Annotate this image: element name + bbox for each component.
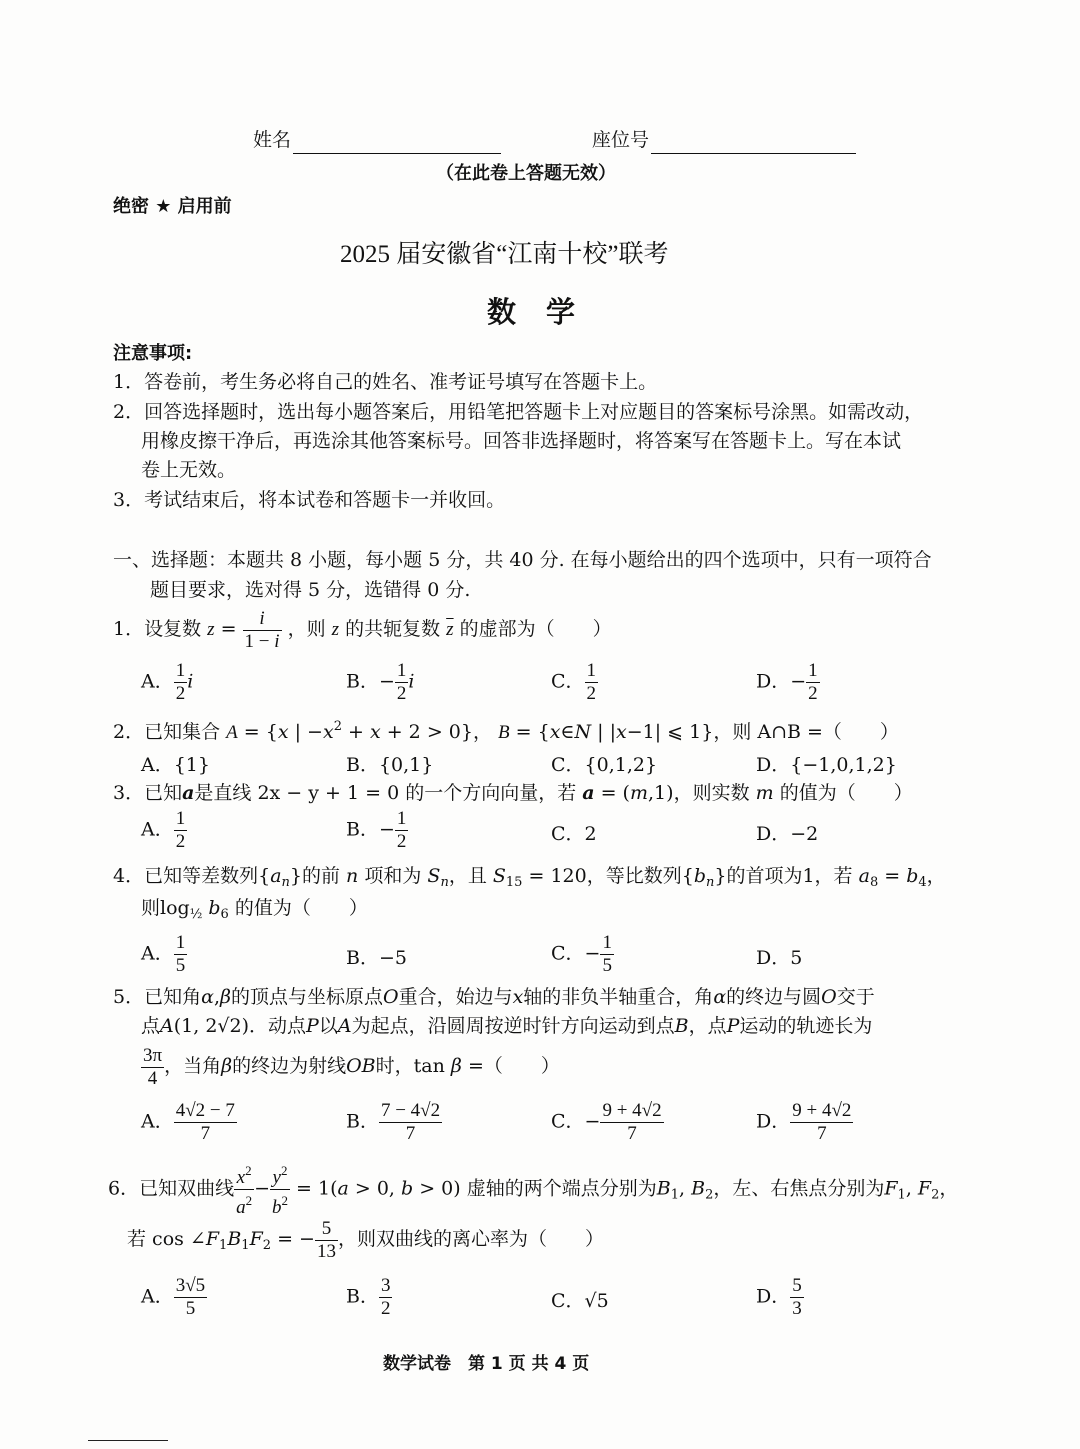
q4-option-b[interactable]: B．−5 [346,947,407,969]
notice-item-1: 1．答卷前，考生务必将自己的姓名、准考证号填写在答题卡上。 [113,371,658,393]
q5-option-b[interactable]: B． $\frac{7 - 4√2}{7}$ [346,1100,441,1144]
question-5-line2: 点A(1, 2√2)．动点P以A为起点，沿圆周按逆时针方向运动到点B，点P运动的轨迹长为 [141,1015,873,1037]
q6-option-d[interactable]: D． $\frac{5}{3}$ [756,1275,802,1319]
name-blank[interactable] [293,133,501,154]
q1-option-b[interactable]: B．− $\frac{1}{2}$ i [346,660,415,704]
question-6-line2: 若 $\cos \angle F_1B_1F_2$ = − $\frac{5}{13}$ ，则双曲线的离心率为（ ） [127,1217,604,1262]
question-5-line3: $\frac{3\pi}{4}$ ，当角β的终边为射线OB时，tan β =（ ） [143,1044,560,1089]
q1-fraction: $\frac{i}{1 - i}$ [244,607,280,652]
question-3: 3．已知a是直线 2x − y + 1 = 0 的一个方向向量，若 a = (m,1)，则实数 m 的值为（ ） [113,782,913,804]
question-5-line1: 5．已知角α,β的顶点与坐标原点O重合，始边与x轴的非负半轴重合，角α的终边与圆O交于 [113,986,875,1008]
notice-item-2: 2．回答选择题时，选出每小题答案后，用铅笔把答题卡上对应题目的答案标号涂黑。如需改动， [113,401,924,423]
seat-label: 座位号 [592,126,856,154]
q6-option-b[interactable]: B． $\frac{3}{2}$ [346,1275,391,1319]
q4-option-a[interactable]: A． $\frac{1}{5}$ [141,932,186,976]
q5-option-a[interactable]: A． $\frac{4√2 - 7}{7}$ [141,1100,235,1144]
q4-option-c[interactable]: C．− $\frac{1}{5}$ [551,932,612,976]
secret-mark: 绝密 ★ 启用前 [113,196,232,217]
question-4-line1: 4．已知等差数列$\{a_n\}$的前 n 项和为 $S_n$，且 $S_{15} = 120$，等比数列$\{b_n\}$的首项为1，若 $a_8 = b_4$， [113,865,946,890]
question-6-line1: 6．已知双曲线 $\frac{x^2}{a^2}$ − $\frac{y^2}{b^2}$ = 1(a > 0, b > 0) 虚轴的两个端点分别为$B_1$, $B_2$，左、右焦点分别为$F_1$, $F_2$， [108,1160,958,1220]
section1-line2: 题目要求，选对得 5 分，选错得 0 分. [150,579,471,601]
invalid-note: （在此卷上答题无效） [436,163,616,184]
question-4-line2: 则$\log_{\frac{1}{2}} b_6$ 的值为（ ） [141,897,368,922]
q3-option-d[interactable]: D．−2 [756,823,819,845]
q1-option-d[interactable]: D．− $\frac{1}{2}$ [756,660,818,704]
notice-item-3: 3．考试结束后，将本试卷和答题卡一并收回。 [113,489,506,511]
question-2: 2．已知集合 A = {x | $-x^2 + x + 2 > 0$}， B = {x∈N | |x−1| ⩽ 1}，则 A∩B =（ ） [113,719,899,743]
q4-option-d[interactable]: D．5 [756,947,803,969]
q5-option-d[interactable]: D． $\frac{9 + 4√2}{7}$ [756,1100,852,1144]
q3-option-c[interactable]: C．2 [551,823,597,845]
question-1: 1．设复数 z = $\frac{i}{1 - i}$ ，则 z 的共轭复数 $\overline{z}$ 的虚部为（ ） [113,607,612,652]
q1-option-a[interactable]: A． $\frac{1}{2}$ i [141,660,194,704]
q2-option-a[interactable]: A．{1} [141,754,210,776]
q6-option-c[interactable]: C．√5 [551,1290,609,1312]
q1-option-c[interactable]: C． $\frac{1}{2}$ [551,660,597,704]
notice-item-2-cont2: 卷上无效。 [141,459,237,481]
notice-heading: 注意事项: [113,343,193,364]
exam-title: 2025 届安徽省“江南十校”联考 [340,241,669,268]
seat-blank[interactable] [651,133,856,154]
subject-title: 数学 [487,295,606,329]
q2-option-b[interactable]: B．{0,1} [346,754,434,776]
page-footer: 数学试卷 第 1 页 共 4 页 [383,1354,590,1374]
corner-mark [88,1440,168,1441]
q3-option-a[interactable]: A． $\frac{1}{2}$ [141,808,186,852]
q3-option-b[interactable]: B．− $\frac{1}{2}$ [346,808,407,852]
name-label: 姓名 [253,126,501,154]
q5-option-c[interactable]: C．− $\frac{9 + 4√2}{7}$ [551,1100,662,1144]
q2-option-c[interactable]: C．{0,1,2} [551,754,658,776]
q6-option-a[interactable]: A． $\frac{3√5}{5}$ [141,1275,206,1319]
section1-line1: 一、选择题：本题共 8 小题，每小题 5 分，共 40 分. 在每小题给出的四个选项中，只有一项符合 [113,549,932,571]
notice-item-2-cont: 用橡皮擦干净后，再选涂其他答案标号。回答非选择题时，将答案写在答题卡上。写在本试 [141,430,902,452]
q2-option-d[interactable]: D．{−1,0,1,2} [756,754,897,776]
